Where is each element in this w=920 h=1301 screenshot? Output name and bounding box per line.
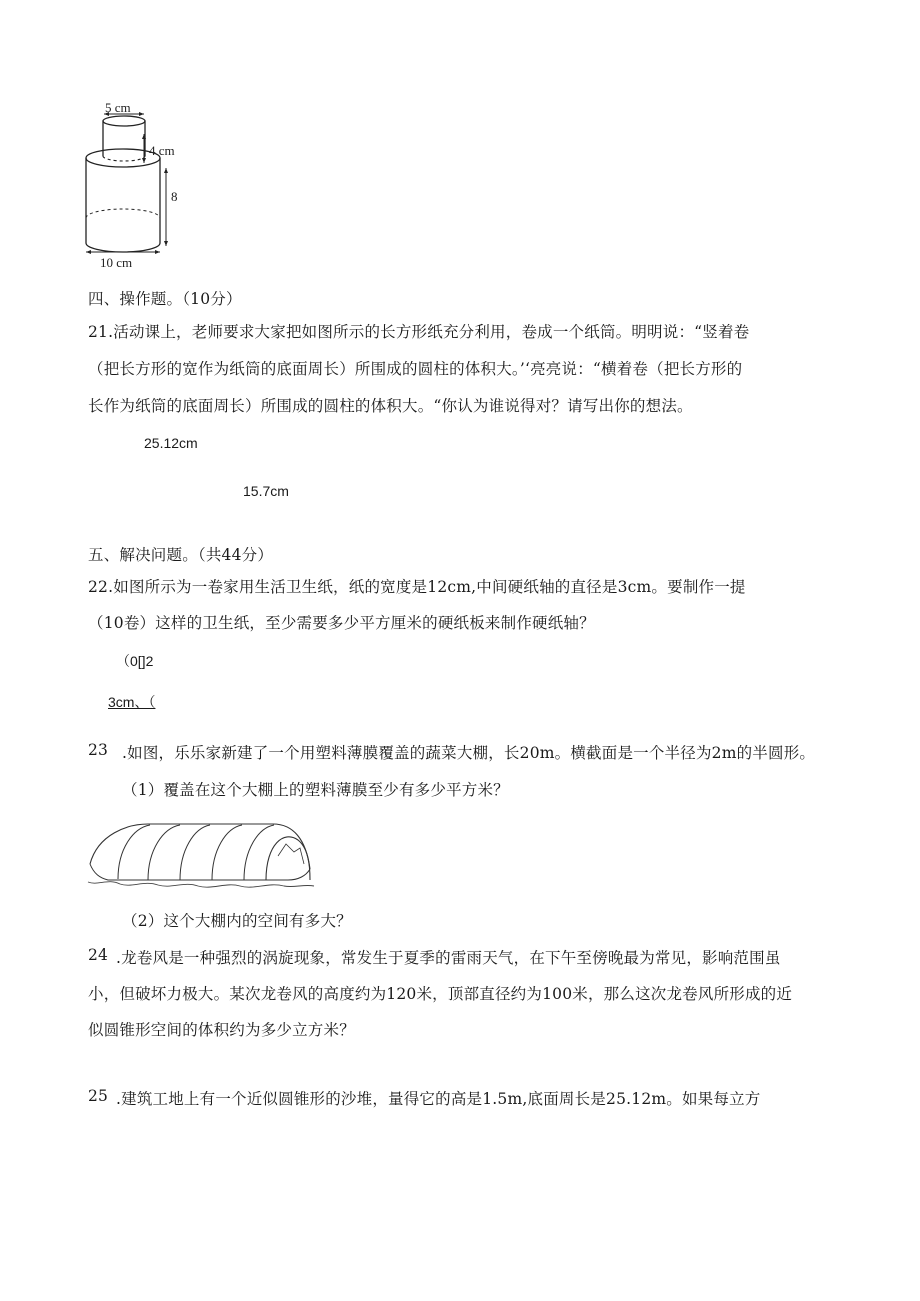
q21-rect-width-label: 15.7cm: [243, 483, 289, 499]
section-heading-operation: 四、操作题。（10分）: [88, 290, 242, 308]
q24-line-1: .龙卷风是一种强烈的涡旋现象，常发生于夏季的雷雨天气，在下午至傍晚最为常见，影响范围虽: [116, 949, 781, 967]
q23-sub-1: （1）覆盖在这个大棚上的塑料薄膜至少有多少平方米？: [122, 781, 509, 799]
q22-figure-text-2: 3cm、（: [108, 694, 156, 710]
q23-sub-2: （2）这个大棚内的空间有多大？: [122, 912, 352, 930]
q24-line-2: 小，但破坏力极大。某次龙卷风的高度约为120米，顶部直径约为100米，那么这次龙卷风所形成的近: [88, 985, 793, 1003]
cylinder-figure: [78, 98, 208, 273]
label-bottom-width: 10 cm: [100, 255, 133, 270]
label-top-width: 5 cm: [105, 100, 131, 115]
q22-figure-text-1: （0[]2: [116, 653, 154, 669]
q23-number: 23: [88, 741, 109, 759]
q22-line-1: 22.如图所示为一卷家用生活卫生纸，纸的宽度是12cm,中间硬纸轴的直径是3cm。要制作一提: [88, 578, 746, 596]
q21-line-2: （把长方形的宽作为纸筒的底面周长）所围成的圆柱的体积大。’‘亮亮说：“横着卷（把长方形的: [88, 360, 743, 378]
label-body-height: 8: [171, 189, 178, 204]
label-top-height: 4 cm: [149, 143, 175, 158]
q24-number: 24: [88, 946, 109, 964]
q21-line-3: 长作为纸筒的底面周长）所围成的圆柱的体积大。“你认为谁说得对？请写出你的想法。: [88, 397, 693, 415]
q24-line-3: 似圆锥形空间的体积约为多少立方米？: [88, 1021, 355, 1039]
greenhouse-figure: [88, 814, 318, 894]
q23-text: .如图，乐乐家新建了一个用塑料薄膜覆盖的蔬菜大棚，长20m。横截面是一个半径为2m的半圆形。: [122, 744, 816, 762]
q21-line-1: 21.活动课上，老师要求大家把如图所示的长方形纸充分利用，卷成一个纸筒。明明说：“竖着卷: [88, 323, 750, 341]
q25-line-1: .建筑工地上有一个近似圆锥形的沙堆，量得它的高是1.5m,底面周长是25.12m。如果每立方: [116, 1090, 761, 1108]
q25-number: 25: [88, 1087, 109, 1105]
q21-rect-length-label: 25.12cm: [144, 435, 198, 451]
q22-line-2: （10卷）这样的卫生纸，至少需要多少平方厘米的硬纸板来制作硬纸轴？: [88, 614, 595, 632]
section-heading-solve: 五、解决问题。（共44分）: [88, 546, 274, 564]
